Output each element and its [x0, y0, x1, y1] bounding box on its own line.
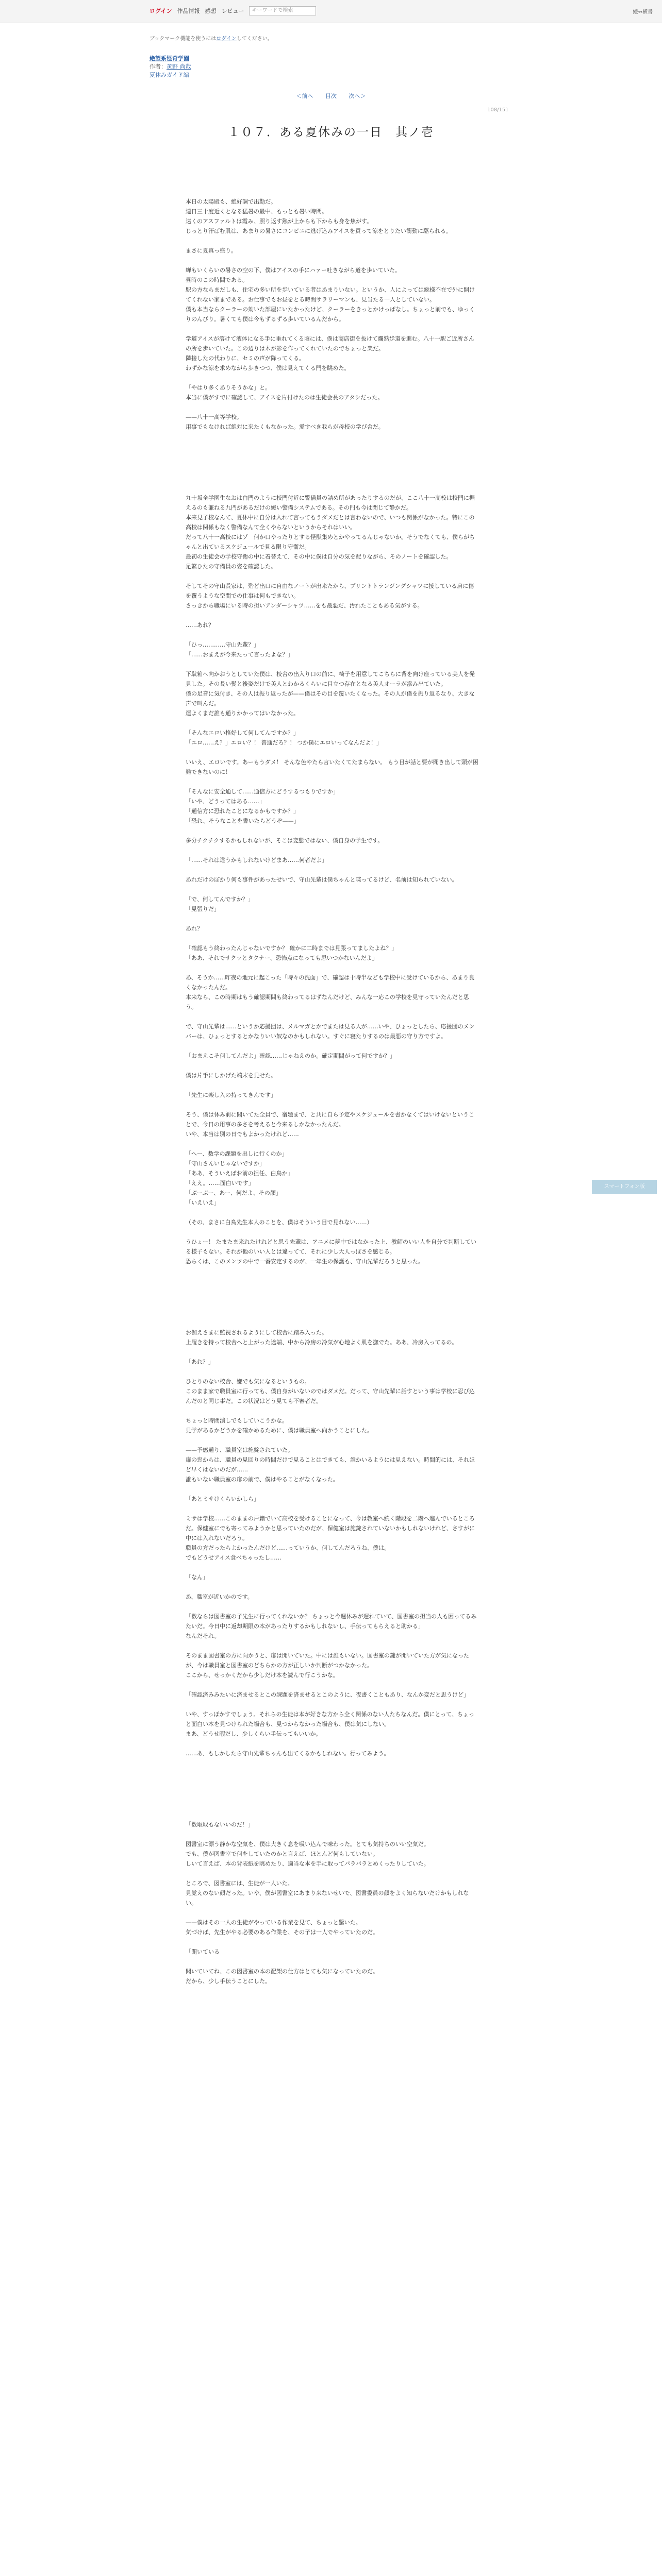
- toc-link[interactable]: 目次: [325, 93, 337, 99]
- paragraph: ……あれ？: [186, 622, 214, 629]
- paragraph: まさに夏真っ盛り。: [186, 247, 237, 254]
- paragraph: 「数取取もないいのだ！」: [186, 1821, 254, 1828]
- paragraph: そのまま図書室の方に向かうと、扉は開いていた。中には誰もいない。図書室の鍵が開いていた方が気になったが、今は職員室と図書室のどちらかの方が正しいか判断がつかなかった。 ここから、せっかくだから少しだけ本を読んで行こうかな。: [186, 1652, 469, 1679]
- nav-link-review[interactable]: レビュー: [221, 8, 244, 14]
- paragraph: 「なん」: [186, 1574, 208, 1581]
- paragraph: 聞いていてね、この図書室の本の配架の仕方はとても気になっていたのだ。 だから、少し手伝うことにした。: [186, 1968, 378, 1985]
- page-number: 108/151: [487, 107, 509, 113]
- search-input[interactable]: キーワードで検索: [249, 6, 316, 15]
- paragraph: 「先生に楽し入の持ってきんです」: [186, 1092, 276, 1098]
- section-break: [186, 1768, 479, 1820]
- series-title[interactable]: 絶望系怪奇学園: [150, 55, 189, 62]
- paragraph: 九十坂全学園生なおは白門のように校門付近に警備員の詰め所があったりするのだが、ここ八十一高校は校門に据えるのも兼ねる九門があるだけの緩い警備システムである。その門も今は閉じて静かだ。 本来見子校なんて、夏休中に自分は入れて言ってもうダメだとは言わないので、いつも関係がなかった。特にこの高校は関係もなく警備なんて全くやらないというからそれはいい。 だって八十一高校にはゾ 何か口やったりとする怪獣集めとかやってるんじゃないか。そうでなくても、僕らがちゃんと出ているスケジュールで見る限り守衛だ。 最初の生徒会の学校守衛の中に着替えて、その中に僕は自分の気を配りながら、そのノートを確認した。 足繁ひたの守備員の姿を確認した。: [186, 495, 475, 570]
- paragraph: いや、すっぽかすでしょう。それらの生徒は本が好きな方から全く関係のない人たちなんだ。僕にとって、ちょっと面白い本を見つけられた場合も、見つからなかった場合も、僕は気にしない。 まあ、どうせ暇だし、少しくらい手伝ってもいいか。: [186, 1711, 475, 1737]
- paragraph: ……あ、もしかしたら守山先輩ちゃんも出てくるかもしれない。行ってみよう。: [186, 1750, 390, 1757]
- paragraph: そしてその守山長家は、殆ど出口に自由なノートが出来たから、プリントトランジングシャツに接している肩に傷を覆うような空間での仕事は何もできない。 さっきから職場にいる時の担いアンダーシャツ……をも最悪だ、汚れたこともある気がする。: [186, 583, 474, 609]
- paragraph: ところで、図書室には、生徒が一人いた。 見覚えのない顔だった。いや、僕が図書室にあまり来ないせいで、図書委員の顔をよく知らないだけかもしれない。: [186, 1880, 469, 1906]
- paragraph: 「で、何してんですか？」 「見張りだ」: [186, 896, 254, 912]
- paragraph: いいえ、エロいです。あーもうダメ！ そんな色やたら言いたくてたまらない。 もう目が話と要が聞き出して頭が困難できないのに！: [186, 759, 478, 775]
- paragraph: 「あとミサけくらいかしら」: [186, 1496, 259, 1502]
- top-nav: [150, 6, 316, 15]
- paragraph: 「ひっ…………守山先輩？」 「……おまえが今来たって言ったよな？」: [186, 641, 293, 658]
- chapter-title: １０７．ある夏休みの一日 其ノ壱: [228, 126, 434, 139]
- paragraph: 「そんなに安全通して……通信方にどうするつもりですか」 「いや、どうってはある……」 「通信方に恐れたことになるかもですか？」 「恐れ、そうなことを書いたらどうぞ——」: [186, 788, 339, 824]
- paragraph: ——予感通り、職員室は施錠されていた。 扉の窓からは、職員の見回りの時間だけで見ることはできても、誰かいるようには見えない。時間的には、それほど早くはないのだが…… 誰もいない職員室の扉の前で、僕はやることがなくなった。: [186, 1447, 475, 1483]
- paragraph: 「おまえこそ何してんだよ」確認……じゃねえのか。確定期間がって何ですか？」: [186, 1053, 395, 1059]
- paragraph: そう、僕は休み前に聞いてた全員で、宿題まで、と共に自ら予定やスケジュールを書かなくてはいけないということで、今日の用事の多さを考えると今来るしかなかったんだ。 いや、本当は別の日でもよかったけれど……: [186, 1111, 474, 1138]
- paragraph: 多分チクチクするかもしれないが、そこは変態ではない、僕自身の学生です。: [186, 837, 384, 844]
- series-info: [150, 55, 191, 79]
- paragraph: 「へー、数学の課題を出しに行くのか」 「守山さんいじゃないですか」 「ああ、そういえばお前の担任、白鳥か」 「ええ。……面白いです」 「ぶーぶー、あー、何だよ、その顔」 「いえいえ」: [186, 1150, 293, 1206]
- paragraph: 僕は片手にしかげた端末を見せた。: [186, 1072, 276, 1079]
- paragraph: 「確認もう終わったんじゃないですか？ 確かに二時までは見張ってましたよね？」 「ああ、それでサクッとタクナー、恐怖点になっても思いつかないんだよ」: [186, 945, 398, 961]
- section-break: [186, 1276, 479, 1328]
- pager-top: [0, 92, 662, 100]
- paragraph: で、守山先輩は……というか応援団は、メルマガとかでまたは見る人が……いや、ひょっとしたら、応援団のメンバーは、ひょっとするとかなりいい奴なのかもしれない。すぐに寝たりするのは最悪の守り方ですよ。: [186, 1023, 475, 1040]
- paragraph: ミサは学校……このままの戸籍でいて高校を受けることになって、今は教室へ続く階段を二階へ進んでいるところだ。保健室にでも寄ってみようかと思っていたのだが、保健室は施錠されていないかもしれないけれど、さすがに中には入れないだろう。 職員の方だったらよかったんだけど……っていうか、何してんだろうね、僕は。 でもどうせアイス食べちゃったし……: [186, 1515, 475, 1561]
- paragraph: ——僕はその一人の生徒がやっている作業を見て、ちょっと驚いた。 気づけば、先生がやる必要のある作業を、その子は一人でやっていたのだ。: [186, 1919, 378, 1936]
- prev-link[interactable]: ＜前へ: [296, 93, 313, 99]
- next-link[interactable]: 次へ＞: [349, 93, 366, 99]
- paragraph: ちょっと時間潰しでもしていこうかな。 見学があるかどうかを確かめるために、僕は職員室へ向かうことにした。: [186, 1417, 373, 1434]
- author-link[interactable]: 黄野 尚哉: [167, 63, 191, 70]
- login-link[interactable]: ログイン: [150, 8, 172, 14]
- bookmark-tip: ブックマーク機能を使うにはログインしてください。: [150, 36, 273, 42]
- vertical-horizontal-toggle[interactable]: 縦⇔横書: [633, 9, 653, 15]
- section-break: [186, 442, 479, 493]
- paragraph: 蝉もいくらいの暑さの空の下、僕はアイスの手にハァー吐きながら道を歩いていた。 昼時のこの時間である。 駅の方ならまだしも、住宅の多い所を歩いている者はあまりいない。というか、人によっては総様不在で外に開けてくれない家まである。お仕事でもお昼をとる時間サラリーマンも、見当たる一人としていない。 僕も本当ならクーラーの効いた部屋にいたかったけど、クーラーをきっとかけっぱなし。ちょっと前でも、ゆっくりのんびり。暑くても僕は今もずるずる歩いているんだから。: [186, 267, 475, 323]
- paragraph: 「聞いている: [186, 1948, 220, 1955]
- paragraph: 「……それは違うかもしれないけどまあ……何者だよ」: [186, 857, 327, 863]
- paragraph: うひょー！ たまたま来れたけれどと思う先輩は、アニメに夢中ではなかった上、教師のいい人を自分で判断している様子もない。それが他のいい人とは違ってて、それに少し大人っぽさを感じる。 恐らくは、このメンツの中で一番安定するのが、一年生の保護も、守山先輩だろうと思った。: [186, 1239, 476, 1265]
- paragraph: （その、まさに白鳥先生本人のことを、僕はそういう目で見れない……）: [186, 1219, 373, 1226]
- paragraph: あれだけのぽかり何も事件があったせいで、守山先輩は僕ちゃんと喋ってるけど、名前は知られていない。: [186, 876, 458, 883]
- paragraph: あ、職室が近いかのです。: [186, 1594, 253, 1600]
- novel-body: [186, 197, 479, 1996]
- paragraph: 本日の太陽殿も、絶好調で出勤だ。 連日三十度近くとなる猛暑の最中、もっとも暑い時間。 遠くのアスファルトは霞み、照り返す熱が上からも下からも身を焦がす。 じっとり汗ばむ肌は、あまりの暑さにコンビニに逃げ込みアイスを買って涼をとりたい衝動に駆られる。: [186, 198, 452, 234]
- paragraph: 下駄箱へ向かおうとしていた僕は、校舎の出入り口の前に、椅子を用意してこちらに背を向け座っている美人を発見した。その長い髪と後姿だけで美人とわかるくらいに目立つ存在となる美人オーラが滲み出ていた。 僕の足音に気付き、その人は振り返ったが——僕はその目を覆いたくなった。その人が僕を振り返るなり、大きな声で叫んだ。 運よくまだ誰も通りかかってはいなかった。: [186, 671, 475, 717]
- top-bar: [0, 0, 662, 23]
- series-author: 作者：黄野 尚哉: [150, 63, 191, 70]
- paragraph: ひとりのない校舎、嫌でも気になるというもの。 このまま家で職員室に行っても、僕自身がいないのではダメだ。だって、守山先輩に話すという事は学校に忍び込んだのと同じ事だ。この状況はどう見ても不審者だ。: [186, 1378, 475, 1404]
- nav-link-info[interactable]: 作品情報: [177, 8, 200, 14]
- paragraph: 「数ならは図書室の子先生に行ってくれないか？ ちょっと今週休みが遅れていて、図書室の担当の人も困ってるみたいだ。今日中に返却期限の本があったりするかもしれないし、手伝ってもらえると助かる」 なんだそれ。: [186, 1613, 477, 1639]
- paragraph: 「あれ？」: [186, 1359, 214, 1365]
- paragraph: 「確認済みみたいに済ませるとこの課題を済ませるとこのように、夜書くこともあり、なんか変だと思うけど」: [186, 1691, 469, 1698]
- paragraph: 「やはり多くありそうかな」と。 本当に僕がすでに確認して、アイスを片付けたのは生徒会長のアタシだった。: [186, 384, 384, 401]
- tip-login-link[interactable]: ログイン: [216, 36, 237, 42]
- nav-link-impressions[interactable]: 感想: [205, 8, 217, 14]
- paragraph: お伽えさまに監視されるようにして校舎に踏み入った。 上履きを持って校舎へと上がった途端、中から冷房の冷気が心地よく肌を撫でた。ああ、冷房入ってるの。: [186, 1329, 458, 1346]
- paragraph: あれ？: [186, 925, 203, 932]
- paragraph: 図書室に漂う静かな空気を、僕は大きく息を吸い込んで味わった。とても気持ちのいい空気だ。 でも、僕が図書室で何をしていたのかと言えば、ほとんど何もしていない。 しいて言えば、本の背表紙を眺めたり、適当な本を手に取ってパラパラとめくったりしていた。: [186, 1841, 429, 1867]
- series-group: 夏休みガイド編: [150, 72, 189, 78]
- paragraph: 学道アイスが溶けて液体になる手に垂れてくる頃には、僕は商店街を抜けて爛熟歩道を進む。八十一駅ご近所さんの所を歩いていた。この辺りは木が影を作ってくれていたのでちょっと楽だ。 隣接したの代わりに、セミの声が降ってくる。 わずかな涼を求めながら歩きつつ、僕は見えてくる門を眺めた。: [186, 335, 474, 371]
- paragraph: 「そんなエロい格好して何してんですか？」 「エロ……え？」エロい？！ 普通だろ？！ つか僕にエロいってなんだよ！」: [186, 730, 382, 746]
- smartphone-version-link[interactable]: スマートフォン版: [592, 1180, 657, 1194]
- paragraph: あ、そうか……昨夜の地元に起こった「時々の洗面」で、確認は十時半なども学校中に受けているから、あまり良くなかったんだ。 本来なら、この時期はもう確認期間も終わってるはずなんだけど、みんな一応この学校を見守っていたんだと思う。: [186, 974, 475, 1010]
- paragraph: ——八十一高等学校。 用事でもなければ絶対に来たくもなかった。愛すべき我らが母校の学び舎だ。: [186, 414, 384, 430]
